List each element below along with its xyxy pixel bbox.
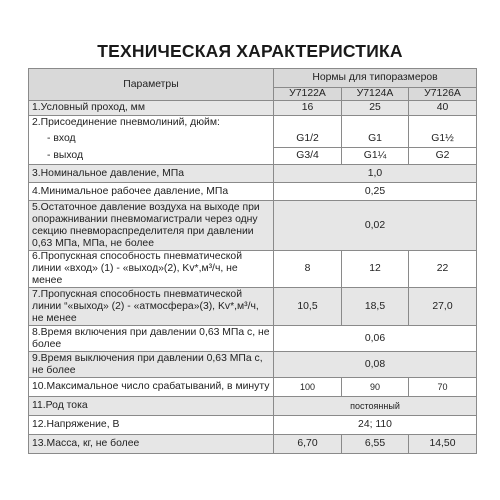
model-header: У7124А: [342, 88, 409, 101]
value-cell: G2: [409, 148, 477, 165]
value-cell: 27,0: [409, 288, 477, 326]
value-cell: 0,02: [274, 201, 477, 251]
param-label: 7.Пропускная способность пневматической линии “«выход» (2) - «атмосфера»(3), Kv*,м³/ч, не менее: [29, 288, 274, 326]
value-cell: постоянный: [274, 397, 477, 416]
param-label: 13.Масса, кг, не более: [29, 435, 274, 454]
table-row: [29, 378, 477, 397]
norms-header: Нормы для типоразмеров: [274, 69, 477, 88]
table-row: [29, 397, 477, 416]
value-cell: G1½: [409, 131, 477, 148]
value-cell: 16: [274, 101, 342, 116]
table-row: [29, 131, 477, 148]
table-header-row: [29, 69, 477, 88]
value-cell: 22: [409, 251, 477, 288]
value-cell: G1¼: [342, 148, 409, 165]
value-cell: 8: [274, 251, 342, 288]
param-sublabel: - выход: [29, 148, 274, 165]
value-cell: G1: [342, 131, 409, 148]
value-cell: 1,0: [274, 165, 477, 183]
model-header: У7122А: [274, 88, 342, 101]
table-row: [29, 148, 477, 165]
value-cell: 12: [342, 251, 409, 288]
page-title: ТЕХНИЧЕСКАЯ ХАРАКТЕРИСТИКА: [97, 41, 403, 61]
value-cell: 70: [409, 378, 477, 397]
value-cell: 14,50: [409, 435, 477, 454]
table-row: [29, 101, 477, 116]
value-cell: 24; 110: [274, 416, 477, 435]
table-row: [29, 288, 477, 326]
param-label: 12.Напряжение, В: [29, 416, 274, 435]
value-cell: 90: [342, 378, 409, 397]
value-cell: 40: [409, 101, 477, 116]
value-cell: 18,5: [342, 288, 409, 326]
param-label: 2.Присоединение пневмолиний, дюйм:: [29, 116, 274, 131]
table-row: [29, 201, 477, 251]
param-label: 5.Остаточное давление воздуха на выходе при опоражнивании пневмомагистрали через одну секцию пневмораспределителя при давлении 0,63 МПа, МПа, не более: [29, 201, 274, 251]
params-header: Параметры: [29, 69, 274, 101]
value-cell: 0,25: [274, 183, 477, 201]
model-header: У7126А: [409, 88, 477, 101]
table-row: [29, 435, 477, 454]
table-row: [29, 116, 477, 131]
table-row: [29, 183, 477, 201]
param-label: 10.Максимальное число срабатываний, в минуту: [29, 378, 274, 397]
table-row: [29, 165, 477, 183]
value-cell: 0,06: [274, 326, 477, 352]
param-label: 9.Время выключения при давлении 0,63 МПа с, не более: [29, 352, 274, 378]
param-label: 6.Пропускная способность пневматической линии «вход» (1) - «выход»(2), Kv*,м³/ч, не менее: [29, 251, 274, 288]
param-label: 4.Минимальное рабочее давление, МПа: [29, 183, 274, 201]
spec-table: [28, 68, 477, 454]
table-row: [29, 352, 477, 378]
param-label: 1.Условный проход, мм: [29, 101, 274, 116]
value-cell: 10,5: [274, 288, 342, 326]
value-cell: G3/4: [274, 148, 342, 165]
param-sublabel: - вход: [29, 131, 274, 148]
value-cell: G1/2: [274, 131, 342, 148]
param-label: 3.Номинальное давление, МПа: [29, 165, 274, 183]
value-cell: 0,08: [274, 352, 477, 378]
value-cell: 25: [342, 101, 409, 116]
table-row: [29, 251, 477, 288]
param-label: 11.Род тока: [29, 397, 274, 416]
table-row: [29, 326, 477, 352]
value-cell: 6,55: [342, 435, 409, 454]
table-row: [29, 416, 477, 435]
value-cell: 6,70: [274, 435, 342, 454]
param-label: 8.Время включения при давлении 0,63 МПа с, не более: [29, 326, 274, 352]
value-cell: 100: [274, 378, 342, 397]
